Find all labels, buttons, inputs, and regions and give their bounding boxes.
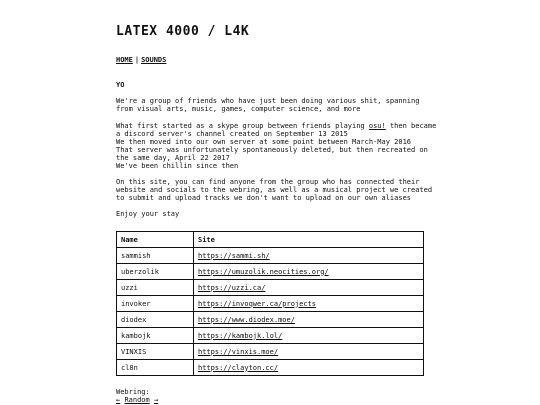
- table-row: [117, 248, 424, 264]
- about-paragraph: [116, 178, 433, 202]
- member-name: uberzolik: [117, 264, 194, 280]
- webring: [116, 388, 158, 404]
- history-line: That server was unfortunately spontaneously deleted, but then recreated on: [116, 146, 428, 154]
- history-line: We've been chillin since then: [116, 162, 239, 170]
- member-name: kambojk: [117, 328, 194, 344]
- webring-label: Webring:: [116, 388, 150, 396]
- member-site-cell: [194, 344, 424, 360]
- history-line: We then moved into our own server at some point between March-May 2016: [116, 138, 412, 146]
- webring-prev-arrow-icon[interactable]: ←: [116, 396, 121, 404]
- member-site-link[interactable]: https://vinxis.moe/: [198, 347, 279, 356]
- member-site-link[interactable]: https://uzzi.ca/: [198, 283, 266, 292]
- member-site-cell: [194, 360, 424, 376]
- table-row: [117, 344, 424, 360]
- webring-nav: [116, 396, 158, 404]
- members-table: [116, 231, 424, 376]
- table-row: [117, 264, 424, 280]
- member-site-link[interactable]: https://www.diodex.moe/: [198, 315, 295, 324]
- about-line: to submit and upload tracks we don't want to upload on our own aliases: [116, 194, 412, 202]
- history-line: a discord server's channel created on September 13 2015: [116, 130, 348, 138]
- intro-paragraph: [116, 97, 428, 113]
- history-line: What first started as a skype group between friends playing osu! then became: [116, 122, 437, 130]
- member-site-cell: [194, 312, 424, 328]
- table-row: [117, 328, 424, 344]
- nav-sounds-link[interactable]: SOUNDS: [141, 56, 167, 64]
- member-site-cell: [194, 280, 424, 296]
- table-row: [117, 360, 424, 376]
- member-site-cell: [194, 296, 424, 312]
- webring-next-arrow-icon[interactable]: →: [153, 396, 159, 404]
- member-site-link[interactable]: https://sammi.sh/: [198, 251, 270, 260]
- intro-line: We're a group of friends who have just been doing various shit, spanning: [116, 97, 420, 105]
- member-name: invoker: [117, 296, 194, 312]
- member-name: cl8n: [117, 360, 194, 376]
- nav-home-link[interactable]: HOME: [116, 56, 133, 64]
- nav-separator: |: [134, 56, 140, 64]
- member-site-link[interactable]: https://umuzolik.neocities.org/: [198, 267, 329, 276]
- member-name: uzzi: [117, 280, 194, 296]
- closing-text: Enjoy your stay: [116, 210, 180, 218]
- history-paragraph: [116, 122, 437, 170]
- table-row: [117, 280, 424, 296]
- member-site-cell: [194, 264, 424, 280]
- column-header-name: Name: [117, 232, 194, 248]
- site-title: LATEX 4000 / L4K: [116, 24, 250, 39]
- intro-line: from visual arts, music, games, computer science, and more: [116, 105, 361, 113]
- osu-link[interactable]: osu!: [368, 122, 386, 130]
- webring-random-link[interactable]: Random: [124, 396, 150, 404]
- member-name: sammish: [117, 248, 194, 264]
- nav-bar: [116, 56, 166, 64]
- member-site-link[interactable]: https://kambojk.lol/: [198, 331, 283, 340]
- member-name: diodex: [117, 312, 194, 328]
- member-site-link[interactable]: https://clayton.cc/: [198, 363, 279, 372]
- member-site-cell: [194, 248, 424, 264]
- table-header-row: [117, 232, 424, 248]
- history-line: the same day, April 22 2017: [116, 154, 230, 162]
- column-header-site: Site: [194, 232, 424, 248]
- table-row: [117, 296, 424, 312]
- about-line: On this site, you can find anyone from the group who has connected their: [116, 178, 420, 186]
- table-row: [117, 312, 424, 328]
- member-site-cell: [194, 328, 424, 344]
- about-line: website and socials to the webring, as well as a musical project we created: [116, 186, 433, 194]
- member-name: VINXIS: [117, 344, 194, 360]
- member-site-link[interactable]: https://invoqwer.ca/projects: [198, 299, 317, 308]
- greeting: YO: [116, 81, 125, 89]
